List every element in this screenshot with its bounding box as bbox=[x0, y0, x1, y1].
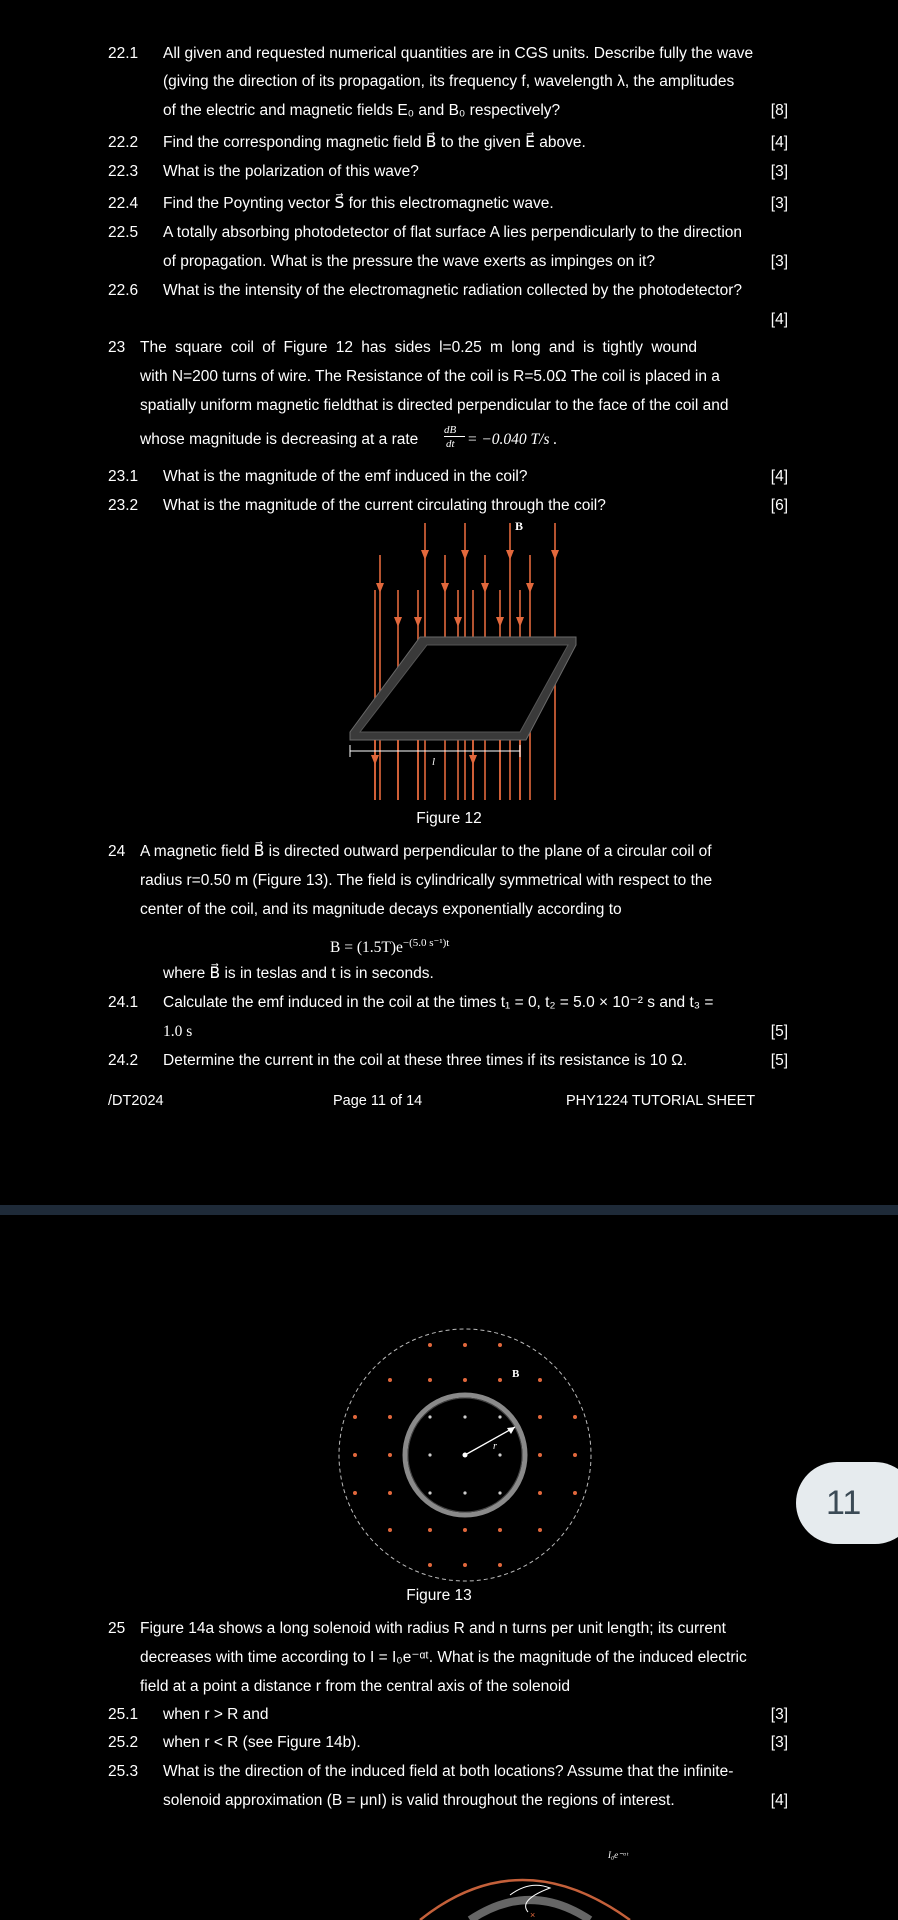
question-text: The square coil of Figure 12 has sides l=0.25 m long and is tightly wound bbox=[140, 339, 698, 356]
marks: [4] bbox=[770, 1792, 788, 1809]
radius-label: r bbox=[493, 1441, 497, 1452]
b-field-label: B⃗ bbox=[512, 1368, 528, 1380]
question-number: 25.2 bbox=[108, 1734, 139, 1751]
question-number: 22.1 bbox=[108, 45, 139, 62]
question-number: 22.6 bbox=[108, 282, 139, 299]
footer-left: /DT2024 bbox=[108, 1093, 164, 1109]
question-text: A magnetic field B⃗ is directed outward perpendicular to the plane of a circular coil of bbox=[140, 843, 712, 860]
question-number: 22.4 bbox=[108, 195, 139, 212]
document-page-12 bbox=[0, 1215, 898, 1920]
question-number: 25.3 bbox=[108, 1763, 139, 1780]
marks: [8] bbox=[770, 102, 788, 119]
question-number: 22.2 bbox=[108, 134, 139, 151]
question-number: 24 bbox=[108, 843, 126, 860]
question-text: 1.0 s bbox=[163, 1023, 193, 1040]
rate-numerator: dB⃗ bbox=[444, 424, 465, 436]
question-number: 23 bbox=[108, 339, 126, 356]
marks: [3] bbox=[770, 1706, 788, 1723]
figure-caption: Figure 12 bbox=[416, 810, 482, 827]
question-text: when r < R (see Figure 14b). bbox=[163, 1734, 361, 1751]
marks: [3] bbox=[770, 253, 788, 270]
square-coil bbox=[350, 637, 576, 740]
side-length-label: l bbox=[432, 756, 436, 768]
equation: $B = (1.5T)e^{-(5.0 s^{-1})t}$ bbox=[330, 937, 450, 957]
footer-right: PHY1224 TUTORIAL SHEET bbox=[566, 1093, 756, 1109]
question-number: 24.2 bbox=[108, 1052, 139, 1069]
marks: [6] bbox=[770, 497, 788, 514]
question-text: (giving the direction of its propagation, its frequency f, wavelength λ, the amplitudes bbox=[163, 73, 735, 90]
marks: [5] bbox=[770, 1023, 788, 1040]
page-divider bbox=[0, 1205, 898, 1215]
question-number: 25.1 bbox=[108, 1706, 139, 1723]
marks: [3] bbox=[770, 1734, 788, 1751]
question-text: Calculate the emf induced in the coil at the times t₁ = 0, t₂ = 5.0 × 10⁻² s and t₃ = bbox=[163, 994, 714, 1011]
question-number: 25 bbox=[108, 1620, 126, 1637]
question-text: Figure 14a shows a long solenoid with radius R and n turns per unit length; its current bbox=[140, 1620, 726, 1637]
question-text: where B⃗ is in teslas and t is in seconds. bbox=[163, 965, 434, 982]
question-text: Determine the current in the coil at these three times if its resistance is 10 Ω. bbox=[163, 1052, 688, 1069]
question-number: 24.1 bbox=[108, 994, 139, 1011]
question-text: All given and requested numerical quantities are in CGS units. Describe fully the wave bbox=[163, 45, 754, 62]
question-text: radius r=0.50 m (Figure 13). The field is cylindrically symmetrical with respect to the bbox=[140, 872, 713, 889]
question-text: solenoid approximation (B = μnI) is valid throughout the regions of interest. bbox=[163, 1792, 675, 1809]
footer-page: Page 11 of 14 bbox=[333, 1093, 423, 1109]
question-text: with N=200 turns of wire. The Resistance of the coil is R=5.0Ω The coil is placed in a bbox=[140, 368, 720, 385]
question-text: center of the coil, and its magnitude decays exponentially according to bbox=[140, 901, 622, 918]
question-text: What is the direction of the induced field at both locations? Assume that the infinite- bbox=[163, 1763, 734, 1780]
question-text: whose magnitude is decreasing at a rate bbox=[140, 431, 419, 448]
question-text: What is the magnitude of the current circulating through the coil? bbox=[163, 497, 606, 514]
question-number: 22.5 bbox=[108, 224, 139, 241]
b-field-label: B⃗ bbox=[515, 519, 533, 533]
question-text: of propagation. What is the pressure the wave exerts as impinges on it? bbox=[163, 253, 655, 270]
figure-12 bbox=[330, 515, 600, 805]
question-text: What is the intensity of the electromagnetic radiation collected by the photodetector? bbox=[163, 282, 743, 299]
rate-denominator: dt bbox=[446, 438, 455, 450]
figure-14 bbox=[400, 1850, 660, 1920]
question-number: 23.2 bbox=[108, 497, 139, 514]
question-text: Find the corresponding magnetic field B⃗ to the given E⃗ above. bbox=[163, 134, 586, 151]
question-text: Find the Poynting vector S⃗ for this electromagnetic wave. bbox=[163, 195, 554, 212]
question-text: field at a point a distance r from the central axis of the solenoid bbox=[140, 1678, 570, 1695]
marks: [3] bbox=[770, 195, 788, 212]
question-text: What is the polarization of this wave? bbox=[163, 163, 419, 180]
marks: [4] bbox=[770, 311, 788, 328]
marks: [4] bbox=[770, 468, 788, 485]
question-text: A totally absorbing photodetector of flat surface A lies perpendicularly to the direction bbox=[163, 224, 743, 241]
page-number-badge: 11 bbox=[796, 1462, 898, 1544]
figure-caption: Figure 13 bbox=[406, 1587, 472, 1604]
question-text: spatially uniform magnetic fieldthat is directed perpendicular to the face of the coil and bbox=[140, 397, 729, 414]
rate-value: = −0.040 T/s . bbox=[467, 431, 558, 448]
question-text: of the electric and magnetic fields E₀ and B₀ respectively? bbox=[163, 102, 561, 119]
marks: [3] bbox=[770, 163, 788, 180]
svg-text:×: × bbox=[530, 1910, 536, 1920]
marks: [4] bbox=[770, 134, 788, 151]
current-label: I₀e⁻ᵅᵗ bbox=[608, 1850, 628, 1860]
question-text: decreases with time according to I = I₀e⁻ᵅᵗ. What is the magnitude of the induced electric bbox=[140, 1649, 747, 1666]
marks: [5] bbox=[770, 1052, 788, 1069]
question-text: What is the magnitude of the emf induced in the coil? bbox=[163, 468, 528, 485]
question-number: 22.3 bbox=[108, 163, 139, 180]
question-text: when r > R and bbox=[163, 1706, 269, 1723]
question-number: 23.1 bbox=[108, 468, 139, 485]
figure-13 bbox=[335, 1325, 595, 1585]
